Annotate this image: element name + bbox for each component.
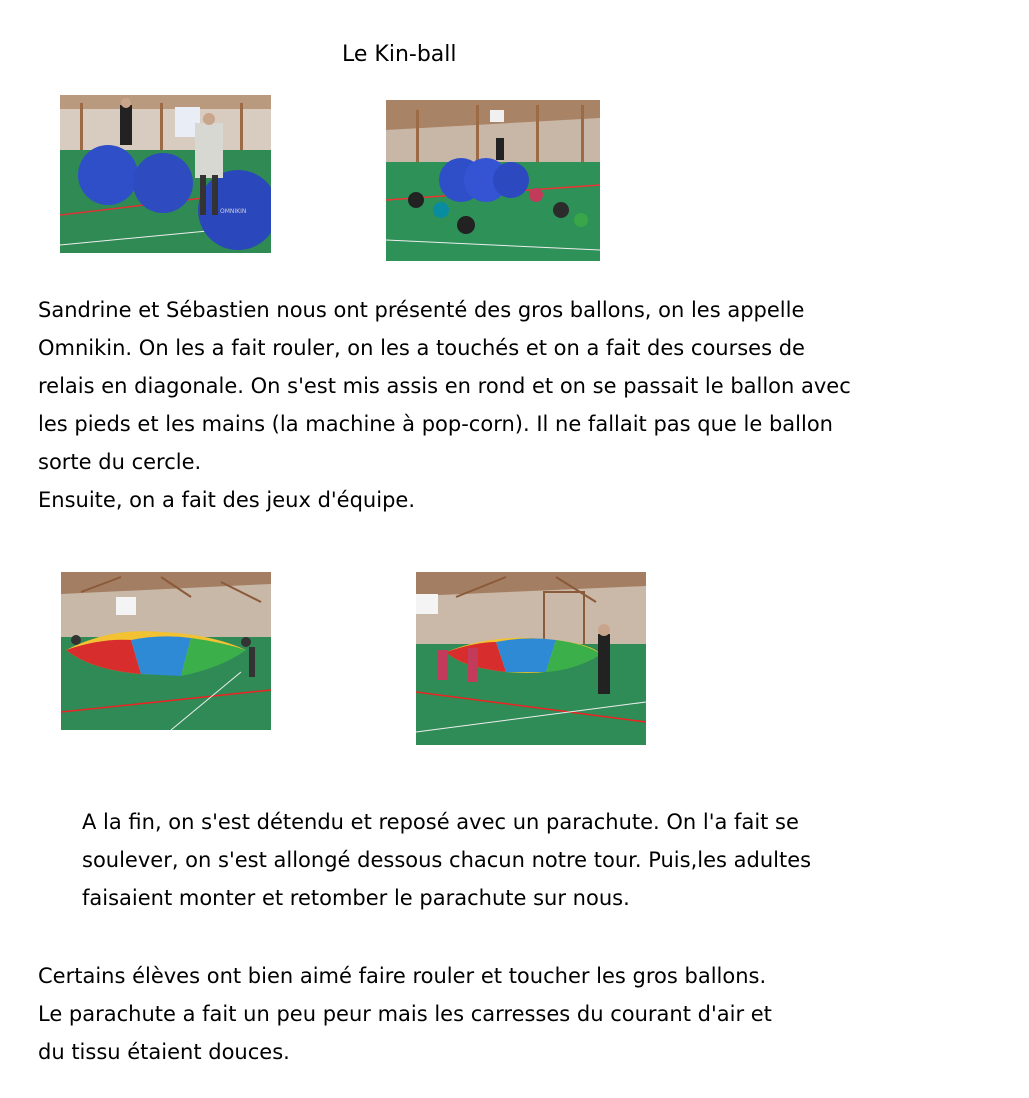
photo-kinball-circle: [386, 100, 600, 261]
text-line: relais en diagonale. On s'est mis assis en rond et on se passait le ballon avec: [38, 374, 851, 398]
photo-parachute-1: [61, 572, 271, 730]
text-line: faisaient monter et retomber le parachute sur nous.: [82, 886, 630, 910]
text-line: soulever, on s'est allongé dessous chacun notre tour. Puis,les adultes: [82, 848, 812, 872]
text-line: Le parachute a fait un peu peur mais les carresses du courant d'air et: [38, 1002, 772, 1026]
ball-label: OMNIKIN: [220, 208, 247, 215]
text-line: Sandrine et Sébastien nous ont présenté des gros ballons, on les appelle: [38, 298, 805, 322]
text-line: Ensuite, on a fait des jeux d'équipe.: [38, 488, 416, 512]
paragraph-intro: [38, 291, 1018, 519]
paragraph-conclusion: [38, 957, 1018, 1071]
text-line: du tissu étaient douces.: [38, 1040, 290, 1064]
photo-kinball-adults: [60, 95, 271, 253]
text-line: A la fin, on s'est détendu et reposé avec un parachute. On l'a fait se: [82, 810, 799, 834]
paragraph-parachute: [82, 803, 1012, 917]
photo-parachute-2: [416, 572, 646, 745]
text-line: les pieds et les mains (la machine à pop-corn). Il ne fallait pas que le ballon: [38, 412, 833, 436]
text-line: sorte du cercle.: [38, 450, 202, 474]
page-title: Le Kin-ball: [342, 42, 457, 67]
text-line: Certains élèves ont bien aimé faire rouler et toucher les gros ballons.: [38, 964, 767, 988]
text-line: Omnikin. On les a fait rouler, on les a touchés et on a fait des courses de: [38, 336, 805, 360]
